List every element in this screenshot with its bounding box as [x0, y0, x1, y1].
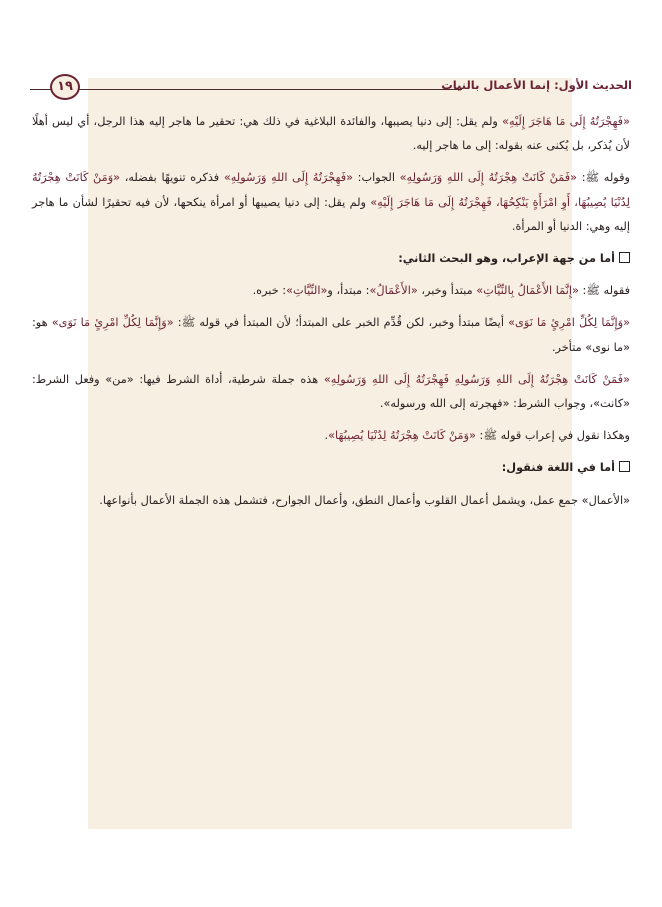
hadith-quote: «النِّيَّاتِ»: [286, 284, 328, 298]
text-run: : مبتدأ، و: [327, 284, 370, 298]
text-run: وقوله ﷺ:: [577, 171, 630, 185]
paragraph: [32, 424, 630, 448]
section-heading: [32, 456, 630, 480]
hadith-quote: «وَإِنَّمَا لِكُلِّ امْرِئٍ مَا نَوَى»: [51, 316, 174, 330]
text-run: فقوله ﷺ:: [578, 284, 630, 298]
paragraph: [32, 311, 630, 359]
text-run: أيضًا مبتدأ وخبر، لكن قُدِّم الخبر على المبتدأ؛ لأن المبتدأ في قوله ﷺ:: [173, 316, 509, 330]
hadith-quote: «إِنَّمَا الأَعْمَالُ بِالنِّيَّاتِ»: [476, 284, 579, 298]
body-text: [32, 110, 630, 521]
header-rule: [30, 89, 462, 90]
section-heading: [32, 247, 630, 271]
text-run: «الأعمال» جمع عمل، ويشمل أعمال القلوب وأعمال النطق، وأعمال الجوارح، فتشمل هذه الجملة الأعمال بأنواعها.: [99, 493, 630, 507]
text-run: هذه جملة شرطية، أداة الشرط فيها: «من» وفعل الشرط: «كانت»، وجواب الشرط: «فهجرته إلى الله ورسوله».: [32, 372, 630, 411]
hadith-quote: «وَمَنْ كَانَتْ هِجْرَتُهُ لِدُنْيَا يُصِيبُهَا»: [328, 429, 476, 443]
paragraph: [32, 110, 630, 158]
hadith-quote: «فَمَنْ كَانَتْ هِجْرَتُهُ إِلَى اللهِ وَرَسُولِهِ»: [399, 171, 578, 185]
text-run: أما من جهة الإعراب، وهو البحث الثاني:: [398, 252, 615, 266]
paragraph: [32, 166, 630, 239]
hadith-quote: «فَمَنْ كَانَتْ هِجْرَتُهُ إِلَى اللهِ وَرَسُولِهِ فَهِجْرَتُهُ إِلَى اللهِ وَرَسُولِهِ»: [323, 372, 630, 386]
text-run: الجواب:: [353, 171, 400, 185]
text-run: مبتدأ وخبر،: [417, 284, 477, 298]
hadith-quote: «فَهِجْرَتُهُ إِلَى مَا هَاجَرَ إِلَيْهِ»: [502, 115, 630, 128]
page-header: [30, 78, 632, 106]
text-run: وهكذا نقول في إعراب قوله ﷺ:: [475, 429, 630, 443]
square-bullet-icon: [619, 461, 630, 472]
paragraph: [32, 279, 630, 303]
running-title: الحديث الأول: إنما الأعمال بالنيات: [441, 78, 632, 92]
square-bullet-icon: [619, 252, 630, 263]
paragraph: [32, 368, 630, 416]
text-run: هو: «ما نوى» متأخر.: [32, 316, 630, 354]
header-rule-left: [30, 89, 50, 90]
paragraph: [32, 489, 630, 513]
hadith-quote: «وَمَنْ كَانَتْ هِجْرَتُهُ لِدُنْيَا يُصِيبُهَا، أَوِ امْرَأَةٍ يَنْكِحُهَا، فَهِجْرَتُهُ إِلَى مَا هَاجَرَ إِلَيْهِ»: [32, 171, 630, 209]
hadith-quote: «الأَعْمَالُ»: [369, 284, 418, 298]
text-run: : خبره.: [252, 284, 287, 298]
text-run: فذكره تنويهًا بفضله،: [120, 171, 224, 185]
text-run: .: [324, 429, 329, 443]
text-run: ولم يقل: إلى دنيا يصيبها أو امرأة ينكحها، لأن فيه تحقيرًا لشأن ما هاجر إليه وهي: الدنيا أو المرأة.: [32, 195, 630, 233]
page-number: ١٩: [50, 74, 80, 100]
hadith-quote: «وَإِنَّمَا لِكُلِّ امْرِئٍ مَا نَوَى»: [508, 316, 631, 330]
text-run: أما في اللغة فنقول:: [501, 461, 615, 475]
hadith-quote: «فَهِجْرَتُهُ إِلَى اللهِ وَرَسُولِهِ»: [223, 171, 354, 185]
text-run: ولم يقل: إلى دنيا يصيبها، والفائدة البلاغية في ذلك هي: تحقير ما هاجر إليه هذا الرجل، أي ليس أهلًا لأن يُذكر، بل يُكنى عنه بقوله: إلى ما هاجر إليه.: [32, 115, 630, 153]
